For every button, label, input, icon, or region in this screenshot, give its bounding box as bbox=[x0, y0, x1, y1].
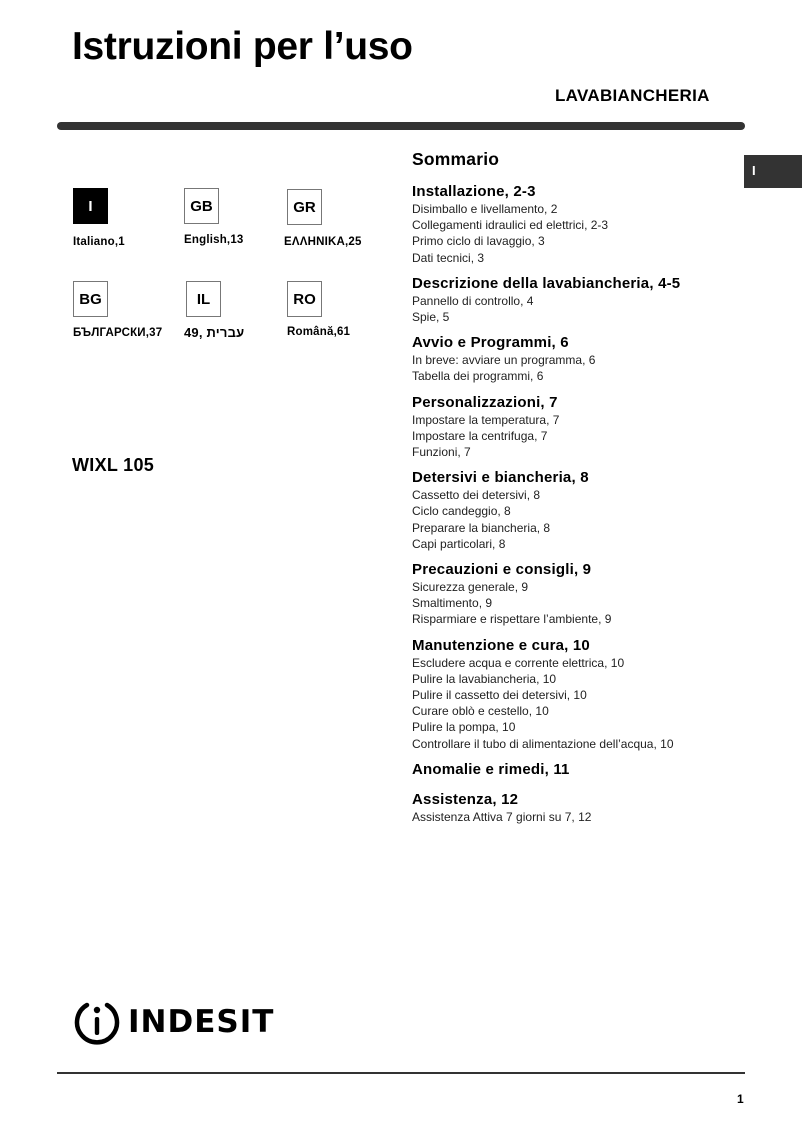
toc-item[interactable]: Controllare il tubo di alimentazione dell’acqua, 10 bbox=[412, 736, 674, 751]
toc-item[interactable]: Assistenza Attiva 7 giorni su 7, 12 bbox=[412, 809, 592, 824]
toc-item[interactable]: Funzioni, 7 bbox=[412, 445, 471, 460]
toc-heading[interactable]: Anomalie e rimedi, 11 bbox=[412, 760, 570, 778]
toc-item[interactable]: Risparmiare e rispettare l’ambiente, 9 bbox=[412, 612, 612, 627]
language-code: I bbox=[88, 197, 93, 215]
toc-item[interactable]: Smaltimento, 9 bbox=[412, 596, 493, 611]
toc-section bbox=[412, 790, 752, 825]
toc-item[interactable]: Escludere acqua e corrente elettrica, 10 bbox=[412, 655, 625, 670]
toc-item[interactable]: Curare oblò e cestello, 10 bbox=[412, 704, 549, 719]
toc-section bbox=[412, 468, 752, 552]
toc-heading[interactable]: Descrizione della lavabiancheria, 4-5 bbox=[412, 274, 681, 292]
toc-item[interactable]: Pannello di controllo, 4 bbox=[412, 293, 534, 308]
toc-item[interactable]: Tabella dei programmi, 6 bbox=[412, 369, 544, 384]
toc-heading[interactable]: Manutenzione e cura, 10 bbox=[412, 636, 590, 654]
toc-title: Sommario bbox=[412, 149, 500, 169]
side-tab-label: I bbox=[752, 163, 756, 178]
indesit-power-icon bbox=[72, 997, 122, 1047]
language-side-tab bbox=[744, 155, 802, 188]
page-title: Istruzioni per l’uso bbox=[72, 25, 413, 68]
toc-item[interactable]: Collegamenti idraulici ed elettrici, 2-3 bbox=[412, 218, 609, 233]
toc-section bbox=[412, 560, 752, 628]
toc-heading[interactable]: Installazione, 2-3 bbox=[412, 183, 536, 200]
toc-heading[interactable]: Avvio e Programmi, 6 bbox=[412, 334, 569, 352]
toc-item[interactable]: Disimballo e livellamento, 2 bbox=[412, 202, 558, 216]
toc-section bbox=[412, 182, 752, 266]
product-type: LAVABIANCHERIA bbox=[555, 86, 710, 105]
language-label-gr[interactable]: ΕΛΛΗΝΙΚΑ,25 bbox=[284, 236, 362, 248]
language-label-bg[interactable]: БЪЛГАРСКИ,37 bbox=[73, 327, 163, 339]
toc-item[interactable]: Pulire il cassetto dei detersivi, 10 bbox=[412, 688, 587, 703]
toc-section bbox=[412, 333, 752, 384]
brand-logo bbox=[72, 997, 274, 1047]
toc-section bbox=[412, 274, 752, 325]
toc-heading[interactable]: Precauzioni e consigli, 9 bbox=[412, 561, 592, 579]
page-number: 1 bbox=[737, 1092, 744, 1106]
toc-item[interactable]: Ciclo candeggio, 8 bbox=[412, 504, 511, 519]
footer-divider bbox=[57, 1072, 745, 1074]
language-label-ro[interactable]: Română,61 bbox=[287, 326, 351, 338]
language-code: GR bbox=[293, 198, 316, 216]
toc-item[interactable]: Cassetto dei detersivi, 8 bbox=[412, 488, 541, 503]
toc-heading[interactable]: Assistenza, 12 bbox=[412, 790, 519, 808]
language-code: IL bbox=[196, 290, 211, 308]
model-number: WIXL 105 bbox=[72, 455, 155, 475]
toc-item[interactable]: Pulire la pompa, 10 bbox=[412, 720, 516, 735]
toc-item[interactable]: Impostare la temperatura, 7 bbox=[412, 412, 560, 427]
language-code: BG bbox=[79, 290, 102, 308]
language-label-gb[interactable]: English,13 bbox=[184, 234, 244, 246]
toc-heading[interactable]: Detersivi e biancheria, 8 bbox=[412, 469, 589, 487]
toc-item[interactable]: Impostare la centrifuga, 7 bbox=[412, 428, 548, 443]
toc-section bbox=[412, 636, 752, 752]
language-code: GB bbox=[190, 197, 213, 215]
brand-name: INDESIT bbox=[128, 1004, 275, 1040]
toc-section bbox=[412, 760, 752, 779]
toc-item[interactable]: In breve: avviare un programma, 6 bbox=[412, 353, 596, 368]
language-code: RO bbox=[293, 290, 316, 308]
language-box-il[interactable] bbox=[186, 281, 221, 317]
toc-item[interactable]: Spie, 5 bbox=[412, 310, 450, 325]
toc-section bbox=[412, 393, 752, 461]
toc-item[interactable]: Sicurezza generale, 9 bbox=[412, 580, 529, 595]
language-box-it[interactable] bbox=[73, 188, 108, 224]
toc-heading[interactable]: Personalizzazioni, 7 bbox=[412, 393, 558, 411]
language-label-it[interactable]: Italiano,1 bbox=[73, 236, 125, 248]
toc-item[interactable]: Preparare la biancheria, 8 bbox=[412, 520, 551, 535]
toc-item[interactable]: Primo ciclo di lavaggio, 3 bbox=[412, 234, 545, 249]
language-label-il[interactable]: עברית ,49 bbox=[184, 325, 245, 340]
toc-item[interactable]: Capi particolari, 8 bbox=[412, 536, 506, 551]
language-box-gb[interactable] bbox=[184, 188, 219, 224]
toc-item[interactable]: Dati tecnici, 3 bbox=[412, 250, 485, 265]
language-box-bg[interactable] bbox=[73, 281, 108, 317]
language-box-gr[interactable] bbox=[287, 189, 322, 225]
language-box-ro[interactable] bbox=[287, 281, 322, 317]
toc-item[interactable]: Pulire la lavabiancheria, 10 bbox=[412, 671, 557, 686]
header-divider bbox=[57, 122, 745, 130]
table-of-contents bbox=[412, 148, 752, 833]
